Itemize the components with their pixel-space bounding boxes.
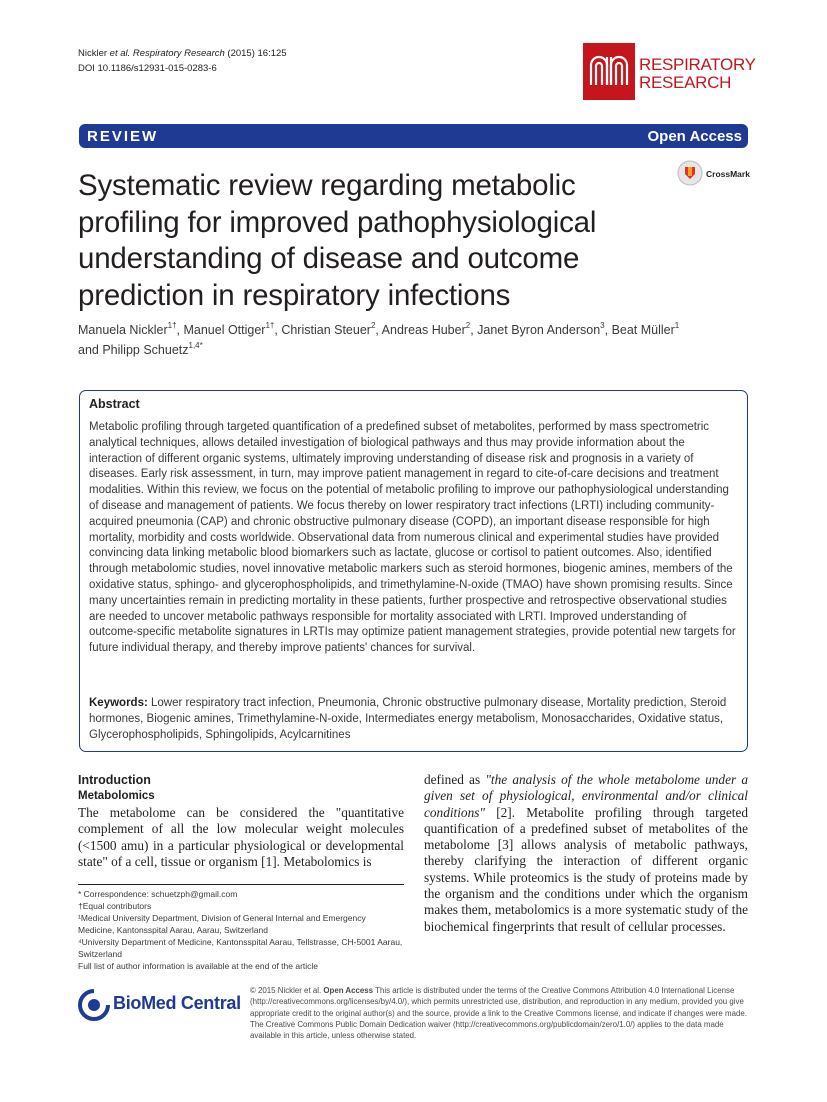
author-list	[78, 320, 748, 360]
article-title: Systematic review regarding metabolic profiling for improved pathophysiological understanding of disease and outcome prediction in respiratory infections	[78, 169, 597, 312]
intro-paragraph-left: The metabolome can be considered the "quantitative complement of all the low molecular weight molecules (<1500 amu) in a particular physiological or developmental state" of a cell, tissue or organism [1]. Metabolomics is	[78, 805, 404, 869]
journal-logo[interactable]	[583, 43, 783, 103]
author-1[interactable]: Manuela Nickler$^{1\dagger}$,	[78, 321, 184, 337]
intro-right-rest: [2]. Metabolite profiling through targeted quantification of a predefined subset of metabolites of the metabolome [3] allows analysis of metabolic pathways, thereby clarifying the interaction of different organic systems. While proteomics is the study of proteins made by the organism and the conditions under which the organism makes them, metabolomics is a more systematic study of the biochemical fingerprints that result of cellular processes.	[424, 804, 748, 934]
citation-block	[78, 46, 287, 76]
journal-name	[639, 56, 756, 92]
correspondence[interactable]: * Correspondence: schuetzph@gmail.com	[78, 889, 238, 899]
journal-name-line1: RESPIRATORY	[639, 55, 756, 74]
right-column	[424, 772, 748, 935]
citation-journal: et al. Respiratory Research	[109, 48, 225, 59]
left-column	[78, 772, 404, 870]
intro-right-lead: defined as	[424, 772, 486, 787]
author-2[interactable]: Manuel Ottiger$^{1\dagger}$,	[183, 321, 282, 337]
crossmark-label: CrossMark	[706, 169, 750, 179]
abstract-text: Metabolic profiling through targeted quantification of a predefined subset of metabolites, performed by mass spectrometric analytical techniques, allows detailed investigation of biological pathways and thus may provide information about the interaction of different organic systems, ultimately improving understanding of disease risk and prognosis in a variety of diseases. Early risk assessment, in turn, may improve patient management in regard to cite-of-care decisions and treatment modalities. Within this review, we focus on the potential of metabolic profiling to improve our pathophysiological understanding of disease and management of patients. We focus thereby on lower respiratory tract infections (LRTI) including community-acquired pneumonia (CAP) and chronic obstructive pulmonary disease (COPD), an important disease responsible for high mortality, morbidity and costs worldwide. Observational data from numerous clinical and experimental studies have provided convincing data linking metabolic blood biomarkers such as lactate, glucose or cortisol to patient outcomes. Also, identified through metabolomic studies, novel innovative metabolic markers such as steroid hormones, biogenic amines, members of the oxidative status, sphingo- and glycerophospholipids, and trimethylamine-N-oxide (TMAO) have shown promising results. Since many uncertainties remain in predicting mortality in these patients, further prospective and retrospective observational studies are needed to uncover metabolic pathways responsible for mortality associated with LRTI. Improved understanding of outcome-specific metabolite signatures in LRTIs may optimize patient management strategies, provide potential new targets for future individual therapy, and thereby improve patients' chances for survival.	[89, 421, 736, 655]
section-heading-introduction: Introduction	[78, 773, 151, 787]
license-copyright: © 2015 Nickler et al.	[250, 986, 324, 995]
footnotes	[78, 884, 404, 972]
article-type-banner	[79, 124, 748, 148]
author-4[interactable]: Andreas Huber$^2$,	[381, 321, 478, 337]
keywords-list: Lower respiratory tract infection, Pneumonia, Chronic obstructive pulmonary disease, Mortality prediction, Steroid hormones, Biogenic amines, Trimethylamine-N-oxide, Intermediates energy metabolism, Monosaccharides, Oxidative status, Glycerophospholipids, Sphingolipids, Acylcarnitines	[89, 697, 727, 741]
open-access-label: Open Access	[647, 128, 742, 145]
license-statement	[250, 985, 748, 1041]
license-text: This article is distributed under the terms of the Creative Commons Attribution 4.0 International License (http://creativecommons.org/licenses/by/4.0/), which permits unrestricted use, distribution, and reproduction in any medium, provided you give appropriate credit to the original author(s) and the source, provide a link to the Creative Commons license, and indicate if changes were made. The Creative Commons Public Domain Dedication waiver (http://creativecommons.org/publicdomain/zero/1.0/) applies to the data made available in this article, unless otherwise stated.	[250, 986, 747, 1041]
full-author-info-note: Full list of author information is available at the end of the article	[78, 961, 319, 971]
citation-volume: (2015) 16:125	[224, 48, 287, 59]
abstract-heading: Abstract	[89, 397, 140, 411]
citation-authors: Nickler	[78, 48, 110, 59]
keywords	[89, 696, 737, 743]
author-3[interactable]: Christian Steuer$^2$,	[281, 321, 382, 337]
biomed-central-logo[interactable]	[78, 987, 241, 1023]
subsection-heading-metabolomics: Metabolomics	[78, 790, 155, 802]
keywords-label: Keywords:	[89, 697, 148, 709]
biomed-central-icon	[78, 989, 110, 1021]
affiliation-4: ⁴University Department of Medicine, Kantonsspital Aarau, Tellstrasse, CH-5001 Aarau, Switzerland	[78, 937, 403, 959]
author-5[interactable]: Janet Byron Anderson$^3$,	[477, 321, 612, 337]
journal-name-line2: RESEARCH	[639, 73, 732, 92]
license-open-access: Open Access	[323, 986, 374, 995]
crossmark-badge[interactable]	[677, 160, 757, 190]
author-6[interactable]: Beat Müller$^1$	[611, 321, 680, 337]
author-7[interactable]: and Philipp Schuetz$^{1,4*}$	[78, 341, 203, 357]
citation-line	[78, 46, 287, 61]
crossmark-icon	[677, 160, 703, 186]
doi[interactable]: DOI 10.1186/s12931-015-0283-6	[78, 63, 217, 74]
respiratory-research-logo-icon	[583, 43, 635, 100]
intro-paragraph-right	[424, 772, 748, 935]
affiliation-1: ¹Medical University Department, Division of General Internal and Emergency Medicine, Kantonsspital Aarau, Aarau, Switzerland	[78, 913, 366, 935]
intro-right-quote: "the analysis of the whole metabolome under a given set of physiological, environmental and/or clinical conditions"	[424, 772, 748, 820]
abstract-box	[79, 390, 748, 752]
article-type-label: REVIEW	[87, 128, 159, 145]
publisher-name: BioMed Central	[113, 993, 241, 1013]
equal-contributors: †Equal contributors	[78, 901, 152, 911]
